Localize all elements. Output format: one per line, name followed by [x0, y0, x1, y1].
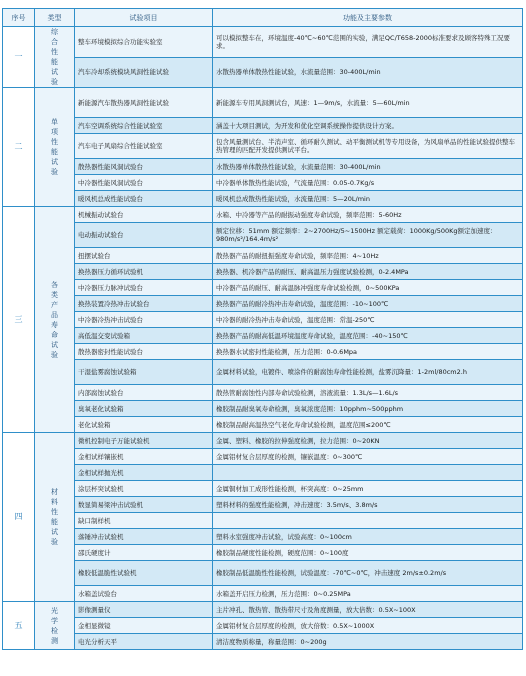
- function-params-cell: 塑料水室强度冲击试验，试验高度：0~100cm: [213, 529, 523, 545]
- function-params-cell: 主片冲孔、散热管、散热带尺寸及角度测量，放大倍数：0.5X~100X: [213, 602, 523, 618]
- test-item-cell: 中冷器冷热冲击试验台: [75, 312, 213, 328]
- header-category: 类型: [35, 9, 75, 27]
- table-row: [3, 296, 523, 312]
- table-row: [3, 328, 523, 344]
- function-params-cell: 可以模拟整车在，环境温度-40℃~60℃范围的实验，满足QC/T658-2000标准要求及顾客特殊工况要求。: [213, 27, 523, 58]
- table-row: [3, 417, 523, 433]
- function-params-cell: 换热器产品的耐冷热冲击寿命试验，温度范围：-10~100℃: [213, 296, 523, 312]
- group-seq: 三: [3, 207, 35, 433]
- table-row: [3, 360, 523, 385]
- table-row: [3, 134, 523, 159]
- function-params-cell: 塑料材料的强度性能检测，冲击速度：3.5m/s、3.8m/s: [213, 497, 523, 513]
- test-item-cell: 橡胶低温脆性试验机: [75, 561, 213, 586]
- table-row: [3, 465, 523, 481]
- test-item-cell: 高低温交变试验箱: [75, 328, 213, 344]
- group-seq: 二: [3, 88, 35, 207]
- table-row: [3, 433, 523, 449]
- test-item-cell: 数显简易梁冲击试验机: [75, 497, 213, 513]
- test-item-cell: 金相试样镶嵌机: [75, 449, 213, 465]
- test-item-cell: 换热装置冷热冲击试验台: [75, 296, 213, 312]
- group-seq: 五: [3, 602, 35, 650]
- table-row: [3, 449, 523, 465]
- function-params-cell: [213, 465, 523, 481]
- function-params-cell: 涵盖十大项目测试，为开发和优化空调系统操作提供设计方案。: [213, 118, 523, 134]
- table-row: [3, 618, 523, 634]
- function-params-cell: 中冷器产品的耐压、耐高温脉冲强度寿命试验检测，0~500KPa: [213, 280, 523, 296]
- test-item-cell: 缺口制样机: [75, 513, 213, 529]
- table-row: [3, 159, 523, 175]
- table-row: [3, 191, 523, 207]
- function-params-cell: 清洁度物质称量，称量范围：0~200g: [213, 634, 523, 650]
- function-params-cell: 金属材料试验，电镀件、喷涂件的耐腐蚀寿命性能检测，盐雾沉降量：1-2ml/80cm2.h: [213, 360, 523, 385]
- group-category-label: 综合性能试验: [51, 28, 58, 86]
- test-item-cell: 微机控制电子万能试验机: [75, 433, 213, 449]
- test-item-cell: 散热器性能风洞试验台: [75, 159, 213, 175]
- table-row: [3, 88, 523, 118]
- header-seq: 序号: [3, 9, 35, 27]
- header-row: [3, 9, 523, 27]
- function-params-cell: [213, 513, 523, 529]
- table-row: [3, 561, 523, 586]
- table-row: [3, 529, 523, 545]
- test-item-cell: 电光分析天平: [75, 634, 213, 650]
- function-params-cell: 金属、塑料、橡胶的拉伸强度检测，拉力范围：0~20KN: [213, 433, 523, 449]
- test-item-cell: 干湿盐雾腐蚀试验箱: [75, 360, 213, 385]
- group-category-label: 材料性能试验: [51, 488, 58, 546]
- table-row: [3, 586, 523, 602]
- function-params-cell: 水散热器单体散热性能试验，水流量范围：30-400L/min: [213, 159, 523, 175]
- test-item-cell: 落锤冲击试验机: [75, 529, 213, 545]
- function-params-cell: 水箱盖开启压力检测，压力范围：0~0.25MPa: [213, 586, 523, 602]
- test-item-cell: 暖风机总成性能试验台: [75, 191, 213, 207]
- table-row: [3, 545, 523, 561]
- group-category-label: 单项性能试验: [51, 118, 58, 176]
- table-row: [3, 118, 523, 134]
- function-params-cell: 金属铝材复合层厚度的检测，放大倍数：0.5X~1000X: [213, 618, 523, 634]
- test-item-cell: 汽车电子风扇综合性能试验室: [75, 134, 213, 159]
- function-params-cell: 中冷器单体散热性能试验，气流量范围：0.05-0.7Kg/s: [213, 175, 523, 191]
- test-item-cell: 影像测量仪: [75, 602, 213, 618]
- table-row: [3, 223, 523, 248]
- function-params-cell: 橡胶制品耐臭氧寿命检测，臭氧浓度范围：10pphm~500pphm: [213, 401, 523, 417]
- test-item-cell: 机械振动试验台: [75, 207, 213, 223]
- test-item-cell: 内部腐蚀试验台: [75, 385, 213, 401]
- test-items-table-wrapper: [2, 8, 522, 650]
- group-category: [35, 27, 75, 88]
- function-params-cell: 额定位移：51mm 额定频率：2~2700Hz/5~1500Hz 额定载荷：1000Kg/500Kg额定加速度：980m/s²/164.4m/s²: [213, 223, 523, 248]
- test-item-cell: 金相试样抛光机: [75, 465, 213, 481]
- function-params-cell: 水箱、中冷器等产品的耐振动强度寿命试验，频率范围：5-60Hz: [213, 207, 523, 223]
- table-row: [3, 57, 523, 88]
- table-row: [3, 513, 523, 529]
- table-body: [3, 27, 523, 650]
- test-item-cell: 新能源汽车散热器风洞性能试验: [75, 88, 213, 118]
- table-row: [3, 280, 523, 296]
- table-row: [3, 634, 523, 650]
- test-item-cell: 中冷器性能风洞试验台: [75, 175, 213, 191]
- test-item-cell: 电动振动试验台: [75, 223, 213, 248]
- function-params-cell: 散热管耐腐蚀性内部寿命试验检测，溶液流量：1.3L/s—1.6L/s: [213, 385, 523, 401]
- function-params-cell: 换热器水试密封性能检测，压力范围：0-0.6Mpa: [213, 344, 523, 360]
- table-row: [3, 481, 523, 497]
- table-row: [3, 27, 523, 58]
- table-row: [3, 312, 523, 328]
- test-item-cell: 金相显微镜: [75, 618, 213, 634]
- test-item-cell: 整车环境模拟综合功能实验室: [75, 27, 213, 58]
- test-item-cell: 汽车空调系统综合性能试验室: [75, 118, 213, 134]
- table-row: [3, 264, 523, 280]
- table-row: [3, 401, 523, 417]
- test-items-table: [2, 8, 523, 650]
- function-params-cell: 橡胶制品硬度性能检测，硬度范围：0~100度: [213, 545, 523, 561]
- function-params-cell: 暖风机总成散热性能试验，水流量范围：5—20L/min: [213, 191, 523, 207]
- function-params-cell: 散热器产品的耐扭振强度寿命试验，频率范围：4~10Hz: [213, 248, 523, 264]
- group-category-label: 各类产品寿命试验: [51, 280, 58, 359]
- test-item-cell: 中冷器压力脉冲试验台: [75, 280, 213, 296]
- table-row: [3, 497, 523, 513]
- table-row: [3, 248, 523, 264]
- test-item-cell: 涂层杯突试验机: [75, 481, 213, 497]
- function-params-cell: 水散热器单体散热性能试验，水流量范围：30-400L/min: [213, 57, 523, 88]
- function-params-cell: 换热器产品的耐高低温环境温度寿命试验，温度范围：-40~150℃: [213, 328, 523, 344]
- function-params-cell: 新能源车专用风洞测试台，风速：1—9m/s，水流量：5—60L/min: [213, 88, 523, 118]
- test-item-cell: 散热器密封性能试验台: [75, 344, 213, 360]
- test-item-cell: 水箱盖试验台: [75, 586, 213, 602]
- test-item-cell: 汽车冷却系统模块风洞性能试验: [75, 57, 213, 88]
- table-row: [3, 175, 523, 191]
- group-seq: 一: [3, 27, 35, 88]
- group-category: [35, 207, 75, 433]
- group-seq: 四: [3, 433, 35, 602]
- group-category: [35, 602, 75, 650]
- function-params-cell: 换热器、机冷器产品的耐压、耐高温压力强度试验检测，0-2.4MPa: [213, 264, 523, 280]
- table-row: [3, 344, 523, 360]
- test-item-cell: 老化试验箱: [75, 417, 213, 433]
- table-row: [3, 602, 523, 618]
- table-row: [3, 385, 523, 401]
- header-test-item: 试验项目: [75, 9, 213, 27]
- test-item-cell: 臭氧老化试验箱: [75, 401, 213, 417]
- group-category: [35, 88, 75, 207]
- test-item-cell: 换热器压力循环试验机: [75, 264, 213, 280]
- test-item-cell: 邵氏硬度计: [75, 545, 213, 561]
- function-params-cell: 包含风量测试台、半消声室、循环耐久测试、动平衡测试机等专用设备，为风扇单品的性能试验提供整车热管理的匹配开发提供测试平台。: [213, 134, 523, 159]
- function-params-cell: 金属铝材复合层厚度的检测，镶嵌温度：0~300℃: [213, 449, 523, 465]
- group-category-label: 光学检测: [51, 606, 58, 645]
- function-params-cell: 中冷器的耐冷热冲击寿命试验，温度范围：常温-250℃: [213, 312, 523, 328]
- header-function: 功能及主要参数: [213, 9, 523, 27]
- function-params-cell: 橡胶制品耐高温热空气老化寿命试验检测，温度范围≤200℃: [213, 417, 523, 433]
- table-row: [3, 207, 523, 223]
- group-category: [35, 433, 75, 602]
- test-item-cell: 扭摆试验台: [75, 248, 213, 264]
- function-params-cell: 金属铜材加工成形性能检测，杯突高度：0~25mm: [213, 481, 523, 497]
- function-params-cell: 橡胶制品低温脆性性能检测，试验温度：-70℃~0℃，冲击速度 2m/s±0.2m/s: [213, 561, 523, 586]
